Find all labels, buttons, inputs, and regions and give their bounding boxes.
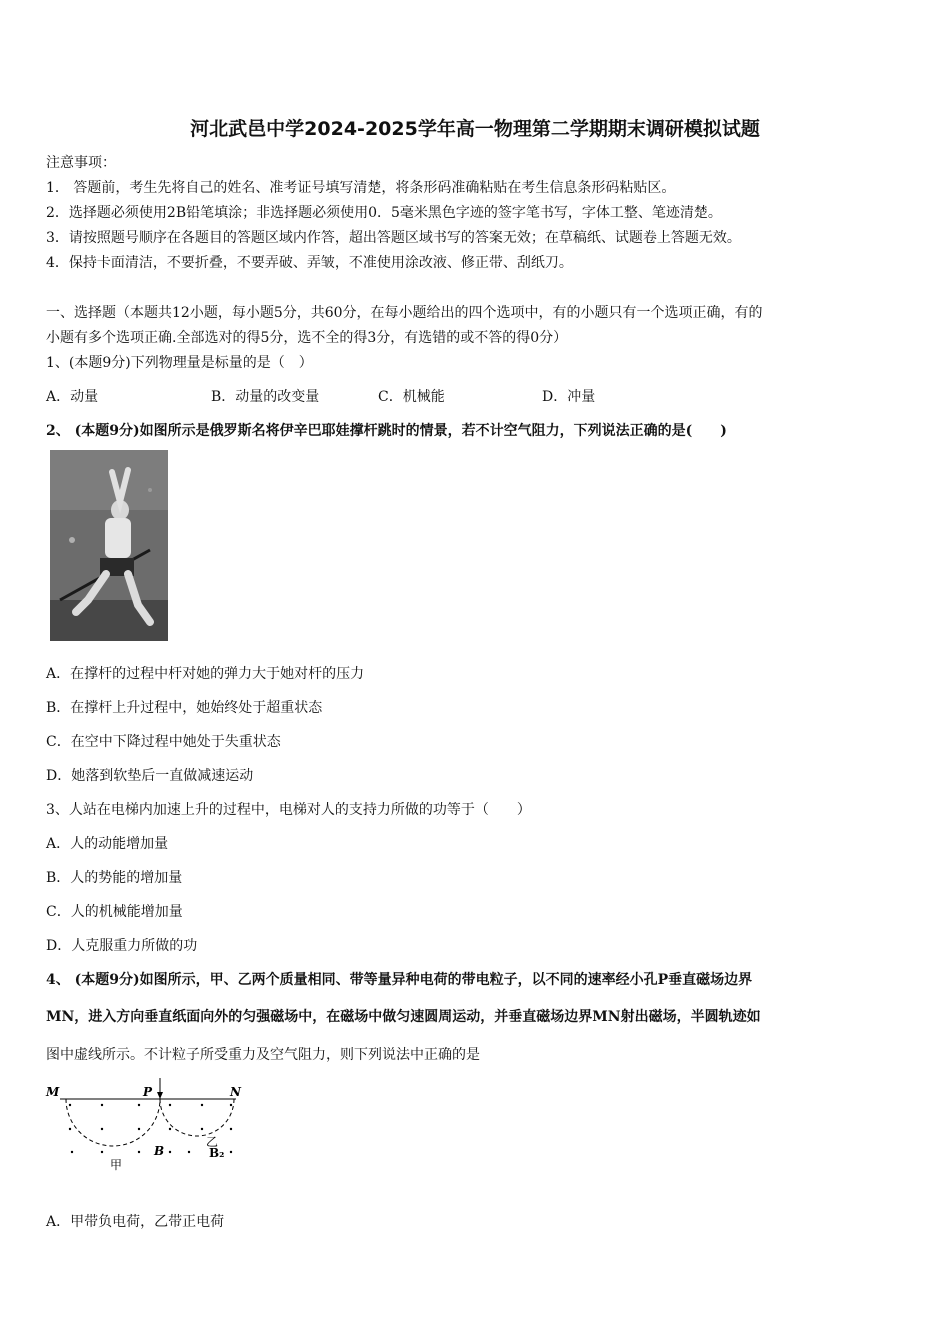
q2-option-b: B．在撑杆上升过程中，她始终处于超重状态	[46, 700, 323, 716]
question-2-stem: 2、 (本题9分)如图所示是俄罗斯名将伊辛巴耶娃撑杆跳时的情景，若不计空气阻力，下列说法正确的是( )	[46, 423, 727, 439]
q1-option-a: A．动量	[46, 389, 99, 405]
page-title: 河北武邑中学2024-2025学年高一物理第二学期期末调研模拟试题	[190, 118, 760, 140]
q4-option-a: A．甲带负电荷，乙带正电荷	[46, 1214, 225, 1230]
label-n: N	[230, 1085, 241, 1099]
q2-option-d: D．她落到软垫后一直做减速运动	[46, 768, 254, 784]
note-item: 1． 答题前，考生先将自己的姓名、准考证号填写清楚，将条形码准确粘贴在考生信息条形码粘贴区。	[46, 180, 676, 196]
q2-option-a: A．在撑杆的过程中杆对她的弹力大于她对杆的压力	[46, 666, 365, 682]
section-instructions-line2: 小题有多个选项正确.全部选对的得5分，选不全的得3分，有选错的或不答的得0分）	[46, 330, 568, 346]
label-jia: 甲	[110, 1158, 123, 1172]
q3-option-c: C．人的机械能增加量	[46, 904, 183, 920]
label-b2: B₂	[209, 1146, 225, 1160]
q2-option-c: C．在空中下降过程中她处于失重状态	[46, 734, 281, 750]
note-item: 2．选择题必须使用2B铅笔填涂；非选择题必须使用0．5毫米黑色字迹的签字笔书写，字体工整、笔迹清楚。	[46, 205, 722, 221]
label-yi: 乙	[206, 1135, 219, 1149]
question-3-stem: 3、人站在电梯内加速上升的过程中，电梯对人的支持力所做的功等于（ ）	[46, 802, 531, 818]
notes-heading: 注意事项：	[46, 155, 116, 171]
note-item: 4．保持卡面清洁，不要折叠，不要弄破、弄皱，不准使用涂改液、修正带、刮纸刀。	[46, 255, 573, 271]
q1-option-c: C．机械能	[378, 389, 445, 405]
question-4-stem-line2: MN，进入方向垂直纸面向外的匀强磁场中，在磁场中做匀速圆周运动，并垂直磁场边界MN射出磁场，半圆轨迹如	[46, 1009, 761, 1025]
label-b: B	[154, 1144, 165, 1158]
q3-option-b: B．人的势能的增加量	[46, 870, 183, 886]
label-p: P	[143, 1085, 153, 1099]
q3-option-a: A．人的动能增加量	[46, 836, 169, 852]
section-instructions-line1: 一、选择题（本题共12小题，每小题5分，共60分，在每小题给出的四个选项中，有的小题只有一个选项正确，有的	[46, 305, 763, 321]
note-item: 3．请按照题号顺序在各题目的答题区域内作答，超出答题区域书写的答案无效；在草稿纸、试题卷上答题无效。	[46, 230, 741, 246]
question-1-stem: 1、(本题9分)下列物理量是标量的是（ ）	[46, 355, 313, 371]
pole-vault-photo	[50, 450, 168, 641]
question-4-stem-line1: 4、 (本题9分)如图所示，甲、乙两个质量相同、带等量异种电荷的带电粒子，以不同的速率经小孔P垂直磁场边界	[46, 972, 753, 988]
q1-option-d: D．冲量	[542, 389, 596, 405]
q3-option-d: D．人克服重力所做的功	[46, 938, 198, 954]
question-4-stem-line3: 图中虚线所示。不计粒子所受重力及空气阻力，则下列说法中正确的是	[46, 1047, 480, 1063]
magnetic-field-diagram	[44, 1078, 244, 1173]
q1-option-b: B．动量的改变量	[211, 389, 320, 405]
label-m: M	[46, 1085, 60, 1099]
